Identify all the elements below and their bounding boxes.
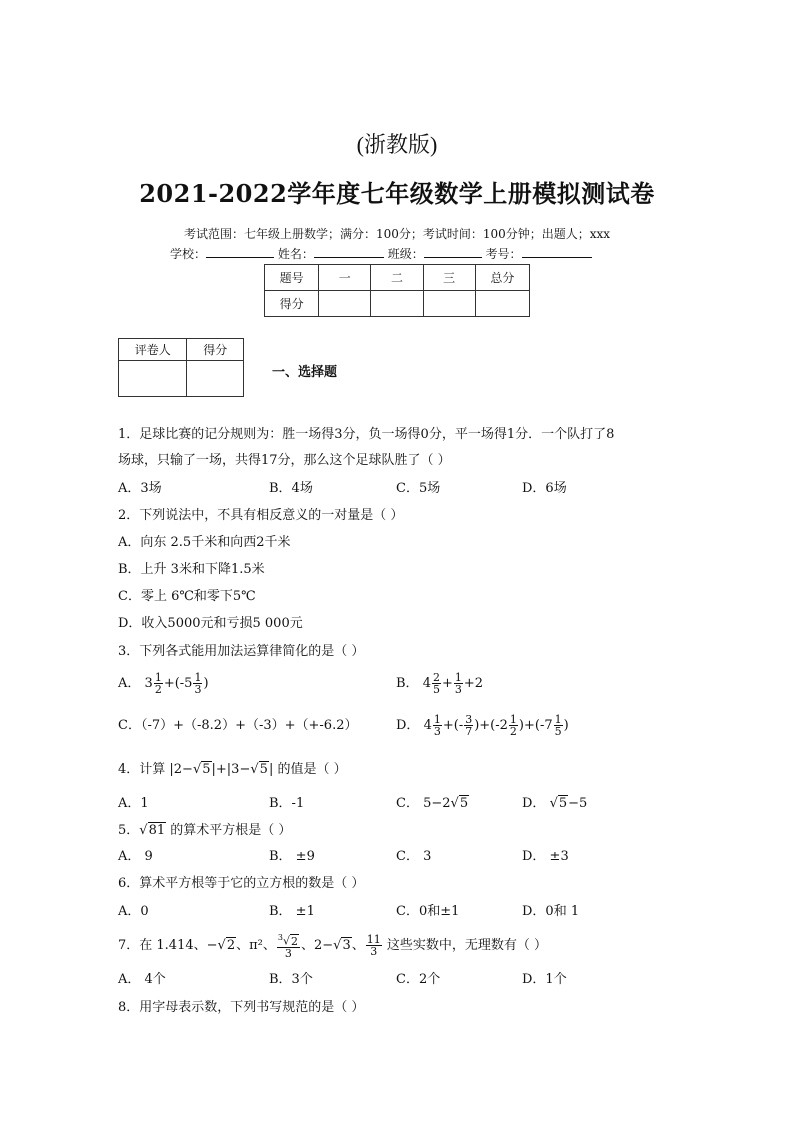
expr-part: +(- — [442, 718, 464, 733]
exam-no-blank[interactable] — [522, 245, 592, 258]
expr-part: 4 — [422, 676, 431, 691]
grader-header: 评卷人 — [119, 339, 187, 361]
page-title: 2021-2022学年度七年级数学上册模拟测试卷 — [139, 179, 655, 208]
fraction: $\frac{3}{7}$ — [465, 713, 473, 738]
q2-option-b[interactable]: B．上升 3米和下降1.5米 — [118, 562, 265, 577]
q4-option-d[interactable]: D． √5−5 — [522, 796, 588, 811]
q3-option-c[interactable]: C．（-7）+（-8.2）+（-3）+（+-6.2） — [118, 718, 358, 733]
option-label: D． — [396, 718, 420, 733]
score-cell: 总分 — [475, 265, 529, 291]
q1-option-d[interactable]: D．6场 — [522, 481, 567, 496]
expr-part: +(-5 — [163, 676, 193, 691]
section-title: 一、选择题 — [272, 365, 338, 380]
fraction: $\frac{11}{3}$ — [366, 932, 381, 958]
radicand: 3 — [342, 937, 351, 953]
score-cell: 一 — [319, 265, 371, 291]
option-label: B． — [396, 676, 419, 691]
q5-option-a[interactable]: A． 9 — [118, 849, 153, 864]
class-label: 班级： — [387, 247, 424, 261]
expr-part: 4 — [423, 718, 432, 733]
q2-option-c[interactable]: C．零上 6℃和零下5℃ — [118, 589, 256, 604]
fraction: $\frac{1}{2}$ — [154, 671, 162, 696]
score-cell: 得分 — [265, 291, 319, 317]
student-fields — [170, 245, 592, 262]
score-input-cell[interactable] — [319, 291, 371, 317]
edition-label: (浙教版) — [356, 132, 438, 157]
q3-option-b[interactable] — [396, 672, 483, 695]
q4-option-c[interactable]: C． 5−2√5 — [396, 796, 469, 811]
q7-option-c[interactable]: C．2个 — [396, 972, 441, 987]
question-4-stem: 4．计算 |2−√5|+|3−√5| 的值是（ ） — [118, 762, 347, 777]
score-cell: 二 — [371, 265, 423, 291]
radicand: 5 — [259, 762, 268, 777]
question-6-stem: 6．算术平方根等于它的立方根的数是（ ） — [118, 876, 365, 891]
class-blank[interactable] — [424, 245, 482, 258]
score-table — [264, 264, 530, 317]
q7-option-b[interactable]: B．3个 — [269, 972, 313, 987]
school-blank[interactable] — [206, 245, 274, 258]
question-1-line1: 1．足球比赛的记分规则为：胜一场得3分，负一场得0分，平一场得1分．一个队打了8 — [118, 427, 615, 442]
grader-header: 得分 — [187, 339, 244, 361]
name-blank[interactable] — [314, 245, 384, 258]
grader-table — [118, 338, 244, 397]
fraction: $\frac{1}{5}$ — [554, 713, 562, 738]
score-cell: 题号 — [265, 265, 319, 291]
expr-part: +2 — [463, 676, 484, 691]
q2-option-d[interactable]: D．收入5000元和亏损5 000元 — [118, 616, 303, 631]
expr-part: ) — [563, 718, 569, 733]
q1-option-a[interactable]: A．3场 — [118, 481, 162, 496]
q5-option-c[interactable]: C． 3 — [396, 849, 432, 864]
option-label: A． — [118, 676, 141, 691]
question-5-stem: 5．√81 的算术平方根是（ ） — [118, 823, 292, 838]
expr-part: )+(-2 — [474, 718, 508, 733]
fraction: $\frac{1}{3}$ — [433, 713, 441, 738]
expr-part: )+(-7 — [518, 718, 553, 733]
radicand: 5 — [202, 762, 211, 777]
expr-part: + — [441, 676, 453, 691]
question-8-stem: 8．用字母表示数，下列书写规范的是（ ） — [118, 1000, 365, 1015]
q1-option-c[interactable]: C．5场 — [396, 481, 441, 496]
q7-option-d[interactable]: D．1个 — [522, 972, 567, 987]
score-input-cell[interactable] — [371, 291, 423, 317]
name-label: 姓名： — [277, 247, 314, 261]
q5-option-d[interactable]: D． ±3 — [522, 849, 569, 864]
radicand: 2 — [226, 937, 236, 953]
q6-option-b[interactable]: B． ±1 — [269, 904, 315, 919]
grader-input-cell[interactable] — [119, 361, 187, 397]
expr-part: ) — [203, 676, 209, 691]
fraction: $\frac{1}{2}$ — [509, 713, 517, 738]
q2-option-a[interactable]: A．向东 2.5千米和向西2千米 — [118, 535, 291, 550]
q3-option-d[interactable] — [396, 714, 569, 737]
school-label: 学校： — [170, 247, 207, 261]
q4-option-a[interactable]: A．1 — [118, 796, 149, 811]
question-7-stem: 7．在 1.414、−√2、π²、 $\frac{^3√2}{3}$ 、2−√3、 $\frac{11}{3}$ 这些实数中，无理数有（ ） — [118, 932, 547, 960]
stem-part: | 的值是（ ） — [268, 762, 347, 777]
stem-part: 4．计算 |2− — [118, 762, 193, 777]
fraction: $\frac{2}{5}$ — [432, 671, 440, 696]
question-3-stem: 3．下列各式能用加法运算律简化的是（ ） — [118, 644, 365, 659]
q1-option-b[interactable]: B．4场 — [269, 481, 313, 496]
fraction: $\frac{1}{3}$ — [194, 671, 202, 696]
grader-input-cell[interactable] — [187, 361, 244, 397]
fraction: $\frac{^3√2}{3}$ — [277, 933, 298, 960]
q3-option-a[interactable] — [118, 672, 209, 695]
score-cell: 三 — [423, 265, 475, 291]
question-1-line2: 场球，只输了一场，共得17分，那么这个足球队胜了（ ） — [118, 453, 451, 468]
score-input-cell[interactable] — [475, 291, 529, 317]
question-2-stem: 2．下列说法中，不具有相反意义的一对量是（ ） — [118, 508, 404, 523]
q7-option-a[interactable]: A． 4个 — [118, 972, 166, 987]
exam-info: 考试范围：七年级上册数学；满分：100分；考试时间：100分钟；出题人；xxx — [183, 227, 611, 241]
radicand: 81 — [148, 823, 166, 838]
q6-option-d[interactable]: D．0和 1 — [522, 904, 580, 919]
exam-no-label: 考号： — [485, 247, 522, 261]
q6-option-c[interactable]: C．0和±1 — [396, 904, 460, 919]
stem-part: |+|3− — [211, 762, 251, 777]
fraction: $\frac{1}{3}$ — [454, 671, 462, 696]
q5-option-b[interactable]: B． ±9 — [269, 849, 315, 864]
score-input-cell[interactable] — [423, 291, 475, 317]
q4-option-b[interactable]: B．-1 — [269, 796, 305, 811]
expr-part: 3 — [144, 676, 153, 691]
q6-option-a[interactable]: A．0 — [118, 904, 149, 919]
